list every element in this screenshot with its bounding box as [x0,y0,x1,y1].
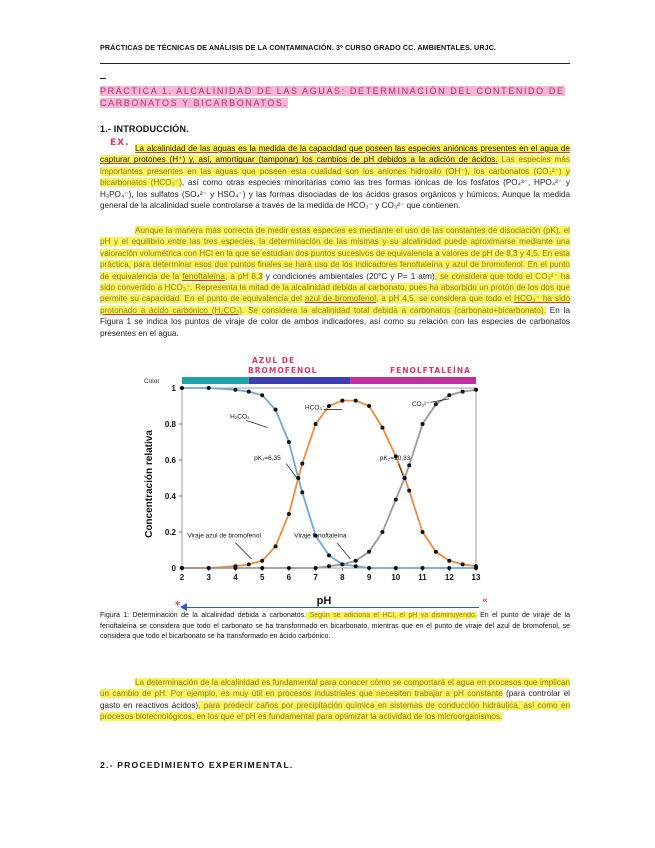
data-point [354,399,358,403]
data-point [274,544,278,548]
plot-axes [179,388,476,571]
hand-mark-right: « [482,596,489,606]
page-header: PRÁCTICAS DE TÉCNICAS DE ANÁLISIS DE LA CONTAMINACIÓN. 3º CURSO GRADO CC. AMBIENTALES. URJC. [100,43,497,52]
data-point [474,564,478,568]
x-tick-label: 10 [391,573,401,582]
y-tick-label: 0 [171,564,176,573]
color-bar-segment-0 [182,377,249,384]
chart-annotation-3: pK₁=6,35 [254,455,281,462]
chart-annotation-1: HCO₃⁻ [304,404,326,412]
data-point [247,562,251,566]
annotation-pointer [235,543,251,559]
y-tick-label: 0.8 [164,420,176,429]
data-point [394,498,398,502]
chart-annotation-5: Viraje azul de bromofenol [187,532,261,540]
section-1-heading: 1.- INTRODUCCIÓN. [100,124,189,134]
data-point [327,404,331,408]
series-line-0 [182,388,476,568]
data-point [233,388,237,392]
practice-title: PRÁCTICA 1. ALCALINIDAD DE LAS AGUAS: DETERMINACIÓN DEL CONTENIDO DE CARBONATOS Y BICARBONATOS. [100,86,565,108]
y-tick-label: 0.6 [164,456,176,465]
data-point [300,490,304,494]
data-point [180,386,184,390]
figure-caption: Figura 1: Determinación de la alcalinidad debida a carbonatos. Según se adiciona el HCl, el pH va disminuyendo. En el punto de viraje de la fenoftaleína se considera que todo el carbonato se ha transformado en bicarbonato, mientras que en el punto de viraje del azul de bromofenol, se considera que todo el bicarbonato se ha transformado en ácido carbónico. [100,612,570,640]
arrow-head-icon [180,603,187,611]
data-point [340,399,344,403]
data-point [434,402,438,406]
x-tick-label: 11 [418,573,427,582]
x-tick-label: 4 [233,573,238,582]
x-tick-label: 13 [471,573,481,582]
data-point [461,390,465,394]
x-tick-label: 8 [340,573,345,582]
data-point [287,566,291,570]
series-group [180,386,478,570]
intro-paragraph-1: La alcalinidad de las aguas es la medida de la capacidad que poseen las especies aniónicas presentes en el agua de capturar protones (H⁺) y, así, amortiguar (tamponar) los cambios de pH debidos a la adición de ácidos. Las especies más importantes presentes en las aguas que poseen esta cualidad son los aniones hidroxilo (OH⁻), los carbonatos (CO₃²⁻) y bicarbonatos (HCO₃⁻), así como otras especies minoritarias como las tres formas iónicas de los fosfatos (PO₄³⁻, HPO₄²⁻ y H₂PO₄⁻), los sulfatos (SO₄²⁻ y HSO₄⁻) y las formas disociadas de los ácidos grasos orgánicos y húmicos. Aunque la medida general de la alcalinidad suele controlarse a través de la medida de HCO₃⁻ y CO₃²⁻ que contienen. [100,144,571,211]
intro-paragraph-2: Aunque la manera más correcta de medir estas especies es mediante el uso de las constantes de disociación (pK), el pH y el equilibrio entre las tres especies, la determinación de las mismas y su alcalinidad puede aproximarse mediante una valoración volumétrica con HCl en la que se estudian dos puntos sucesivos de equivalencia a valores de pH de 8,3 y 4,5. En esta práctica, para determinar esos dos puntos finales se hará uso de los indicadores fenoftaleína y azul de bromofenol. En el punto de equivalencia de la fenoftaleína, a pH 8,3 y condiciones ambientales (20°C y P= 1 atm), se considera que todo el CO₃²⁻ ha sido convertido a HCO₃⁻. Representa la mitad de la alcalinidad debida al carbonato, pues ha absorbido un protón de los dos que permite su capacidad. En el punto de equivalencia del azul de bromofenol, a pH 4,5, se considera que todo el HCO₃⁻ ha sido protonado a ácido carbónico (H₂CO₃). Se considera la alcalinidad total debida a carbonatos (carbonato+bicarbonato). En la Figura 1 se indica los puntos de viraje de color de ambos indicadores, así como su relación con las especies de carbonatos presentes en el agua. [100,226,571,338]
y-axis-label: Concentración relativa [144,430,155,538]
data-point [447,566,451,570]
x-tick-label: 5 [259,573,265,582]
color-bar-segment-2 [350,377,476,384]
data-point [287,440,291,444]
data-point [380,530,384,534]
data-point [300,462,304,466]
data-point [461,562,465,566]
data-point [260,559,264,563]
annotation-group [187,399,449,559]
annotation-pointer [246,420,267,427]
chart-annotation-6: Viraje fenoftaleína [294,532,347,540]
data-point [247,390,251,394]
header-rule [100,63,570,64]
plot-frame [182,388,476,568]
data-point [207,386,211,390]
data-point [274,408,278,412]
data-point [327,553,331,557]
data-point [287,512,291,516]
x-axis-label: pH [316,595,332,607]
header-rule-end [100,78,106,79]
data-point [421,422,425,426]
data-point [447,559,451,563]
data-point [314,422,318,426]
color-bar [182,377,476,384]
data-point [407,489,411,493]
x-tick-label: 2 [179,573,185,582]
data-point [314,566,318,570]
hand-label-fenol: FENOLFTALEÍNA [390,366,471,375]
x-tick-label: 6 [286,573,292,582]
data-point [327,564,331,568]
intro-paragraph-3: La determinación de la alcalinidad es fundamental para conocer cómo se comportará el agua en procesos que implican un cambio de pH. Por ejemplo, es muy útil en procesos industriales que necesiten trabajar a pH constante (para controlar el gasto en reactivos ácidos), para predecir caños por precipitación química en sistemas de conducción hidráulica, así como en procesos biotecnológicos, en los que el pH es fundamental para optimizar la actividad de los microorganismos. [100,678,570,722]
x-tick-label: 12 [444,573,454,582]
y-tick-label: 0.4 [164,492,176,501]
data-point [394,566,398,570]
y-tick-label: 0.2 [164,528,176,537]
chart-annotation-2: CO₃²⁻ [411,401,430,408]
color-bar-segment-1 [249,377,351,384]
data-point [260,393,264,397]
section-2-heading: 2.- PROCEDIMIENTO EXPERIMENTAL. [100,760,294,770]
hand-mark-left: * [175,600,182,611]
y-tick-label: 1 [171,384,176,393]
annotation-pointer [337,543,350,559]
data-point [260,566,264,570]
data-point [180,566,184,570]
data-point [340,562,344,566]
data-point [367,566,371,570]
data-point [407,463,411,467]
x-tick-label: 9 [366,573,372,582]
x-tick-label: 7 [313,573,318,582]
data-point [380,426,384,430]
data-point [367,550,371,554]
color-bar-label: Color [144,378,160,385]
hand-label-azul-2: BROMOFENOL [248,366,318,375]
data-point [434,550,438,554]
data-point [367,404,371,408]
data-point [474,388,478,392]
data-point [421,566,425,570]
x-tick-label: 3 [206,573,211,582]
data-point [233,566,237,570]
series-line-1 [182,401,476,568]
annotation-ex: EX. [110,138,130,148]
chart-annotation-4: pK₂=10,33 [379,455,411,462]
chart-annotation-0: H₂CO₃ [230,413,250,421]
data-point [447,393,451,397]
annotation-pointer [398,464,403,478]
data-point [207,566,211,570]
series-line-2 [182,390,476,568]
ph-decrease-arrow [183,607,479,608]
data-point [354,559,358,563]
hand-label-azul-1: AZUL DE [252,356,296,365]
data-point [354,564,358,568]
speciation-chart [100,372,500,612]
data-point [421,530,425,534]
